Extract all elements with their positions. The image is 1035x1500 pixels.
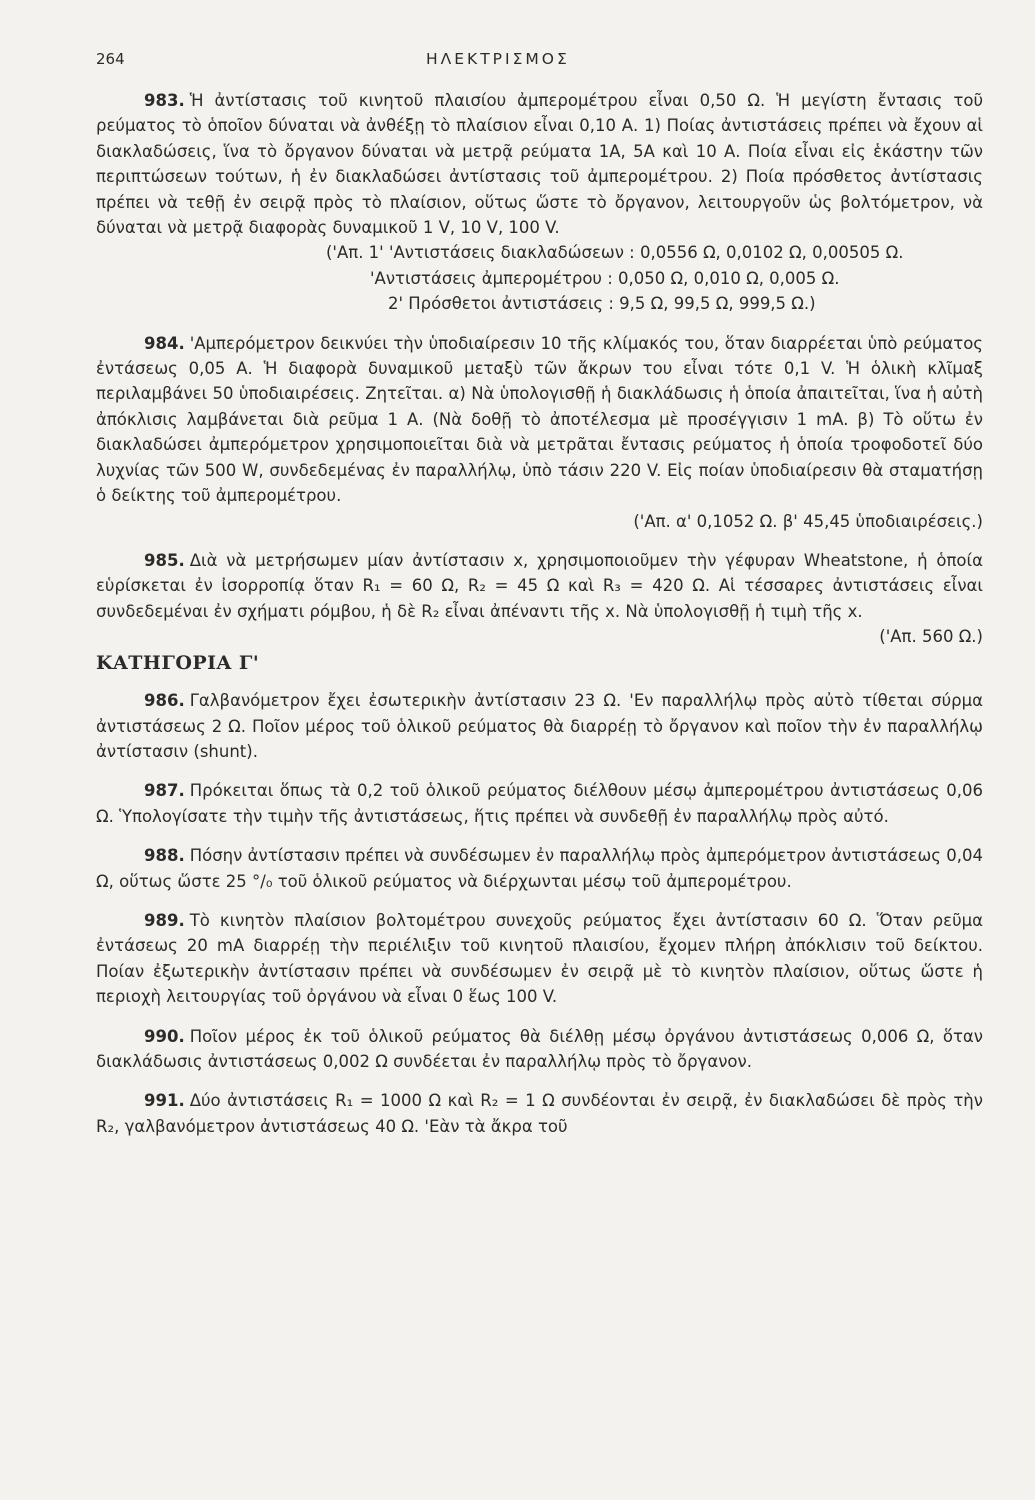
page-content — [96, 88, 983, 1139]
problem-number: 985. — [144, 550, 185, 570]
answer-line: ('Απ. 1' 'Αντιστάσεις διακλαδώσεων : 0,0556 Ω, 0,0102 Ω, 0,00505 Ω. — [326, 243, 904, 263]
problem-988 — [96, 843, 983, 894]
problem-985-answer: ('Απ. 560 Ω.) — [879, 627, 983, 647]
problem-991 — [96, 1088, 983, 1139]
problem-text: Πρόκειται ὅπως τὰ 0,2 τοῦ ὁλικοῦ ρεύματος διέλθουν μέσῳ ἀμπερομέτρου ἀντιστάσεως 0,06 Ω. Ὑπολογίσατε τὴν τιμὴν τῆς ἀντιστάσεως, ἥτις πρέπει νὰ συνδεθῇ ἐν παραλλήλῳ πρὸς αὐτό. — [96, 781, 983, 826]
answer-line: 'Αντιστάσεις ἀμπερομέτρου : 0,050 Ω, 0,010 Ω, 0,005 Ω. — [370, 268, 840, 288]
problem-number: 989. — [144, 910, 185, 930]
problem-984-answer: ('Απ. α' 0,1052 Ω. β' 45,45 ὑποδιαιρέσεις.) — [633, 511, 983, 531]
page-header — [96, 50, 975, 76]
problem-number: 987. — [144, 781, 185, 801]
problem-text: Δύο ἀντιστάσεις R₁ = 1000 Ω καὶ R₂ = 1 Ω συνδέονται ἐν σειρᾷ, ἐν διακλαδώσει δὲ πρὸς τὴν R₂, γαλβανόμετρον ἀντιστάσεως 40 Ω. 'Εὰν τὰ ἄκρα τοῦ — [96, 1091, 983, 1136]
problem-984 — [96, 331, 983, 509]
section-title: ΚΑΤΗΓΟΡΙΑ Γ' — [96, 652, 260, 675]
running-title: ΗΛΕΚΤΡΙΣΜΟΣ — [426, 50, 570, 68]
problem-number: 986. — [144, 691, 185, 711]
problem-983 — [96, 88, 983, 240]
problem-text: Ποῖον μέρος ἐκ τοῦ ὁλικοῦ ρεύματος θὰ διέλθῃ μέσῳ ὀργάνου ἀντιστάσεως 0,006 Ω, ὅταν διακλάδωσις ἀντιστάσεως 0,002 Ω συνδέεται ἐν παραλλήλῳ πρὸς τὸ ὄργανον. — [96, 1026, 983, 1071]
problem-number: 991. — [144, 1091, 185, 1111]
problem-983-answers — [96, 240, 983, 316]
problem-number: 984. — [144, 333, 185, 353]
problem-number: 990. — [144, 1026, 185, 1046]
problem-985 — [96, 548, 983, 647]
problem-number: 983. — [144, 91, 185, 110]
answer-line: 2' Πρόσθετοι ἀντιστάσεις : 9,5 Ω, 99,5 Ω, 999,5 Ω.) — [388, 294, 816, 314]
problem-text: 'Αμπερόμετρον δεικνύει τὴν ὑποδιαίρεσιν 10 τῆς κλίμακός του, ὅταν διαρρέεται ὑπὸ ρεύματος ἐντάσεως 0,05 Α. Ἡ διαφορὰ δυναμικοῦ μεταξὺ τῶν ἄκρων του εἶναι τότε 0,1 V. Ἡ ὁλικὴ κλῖμαξ περιλαμβάνει 50 ὑποδιαιρέσεις. Ζητεῖται. α) Νὰ ὑπολογισθῇ ἡ διακλάδωσις ἡ ὁποία ἀπαιτεῖται, ἵνα ἡ αὐτὴ ἀπόκλισις λαμβάνεται διὰ ρεῦμα 1 Α. (Νὰ δοθῇ τὸ ἀποτέλεσμα μὲ προσέγγισιν 1 mA. β) Τὸ οὕτω ἐν διακλαδώσει ἀμπερόμετρον χρησιμοποιεῖται διὰ νὰ μετρᾶται ἔντασις ρεύματος ἡ ὁποία τροφοδοτεῖ δύο λυχνίας τῶν 500 W, συνδεδεμένας ἐν παραλλήλῳ, ὑπὸ τάσιν 220 V. Εἰς ποίαν ὑποδιαίρεσιν θὰ σταματήσῃ ὁ δείκτης τοῦ ἀμπερομέτρου. — [96, 333, 983, 506]
page-number: 264 — [96, 50, 125, 68]
problem-text: Ἡ ἀντίστασις τοῦ κινητοῦ πλαισίου ἀμπερομέτρου εἶναι 0,50 Ω. Ἡ μεγίστη ἔντασις τοῦ ρεύματος τὸ ὁποῖον δύναται νὰ ἀνθέξῃ τὸ πλαίσιον εἶναι 0,10 Α. 1) Ποίας ἀντιστάσεις πρέπει νὰ ἔχουν αἱ διακλαδώσεις, ἵνα τὸ ὄργανον δύναται νὰ μετρᾷ ρεύματα 1Α, 5Α καὶ 10 Α. Ποία εἶναι εἰς ἑκάστην τῶν περιπτώσεων τούτων, ἡ ἐν διακλαδώσει ἀντίστασις τοῦ ἀμπερομέτρου. 2) Ποία πρόσθετος ἀντίστασις πρέπει νὰ τεθῇ ἐν σειρᾷ πρὸς τὸ πλαίσιον, οὕτως ὥστε τὸ ὄργανον, λειτουργοῦν ὡς βολτόμετρον, νὰ δύναται νὰ μετρᾷ διαφορὰς δυναμικοῦ 1 V, 10 V, 100 V. — [96, 91, 983, 238]
problem-text: Διὰ νὰ μετρήσωμεν μίαν ἀντίστασιν x, χρησιμοποιοῦμεν τὴν γέφυραν Wheatstone, ἡ ὁποία εὑρίσκεται ἐν ἰσορροπίᾳ ὅταν R₁ = 60 Ω, R₂ = 45 Ω καὶ R₃ = 420 Ω. Αἱ τέσσαρες ἀντιστάσεις εἶναι συνδεδεμέναι ἐν σχήματι ρόμβου, ἡ δὲ R₂ εἶναι ἀπέναντι τῆς x. Νὰ ὑπολογισθῇ ἡ τιμὴ τῆς x. — [96, 550, 983, 621]
problem-986 — [96, 688, 983, 764]
problem-number: 988. — [144, 846, 185, 866]
problem-989 — [96, 908, 983, 1010]
problem-text: Πόσην ἀντίστασιν πρέπει νὰ συνδέσωμεν ἐν παραλλήλῳ πρὸς ἀμπερόμετρον ἀντιστάσεως 0,04 Ω, οὕτως ὥστε 25 °/₀ τοῦ ὁλικοῦ ρεύματος νὰ διέρχωνται μέσῳ τοῦ ἀμπερομέτρου. — [96, 846, 983, 891]
problem-987 — [96, 778, 983, 829]
problem-text: Τὸ κινητὸν πλαίσιον βολτομέτρου συνεχοῦς ρεύματος ἔχει ἀντίστασιν 60 Ω. Ὅταν ρεῦμα ἐντάσεως 20 mA διαρρέῃ τὴν περιέλιξιν τοῦ κινητοῦ πλαισίου, ἔχομεν πλήρη ἀπόκλισιν τοῦ δείκτου. Ποίαν ἐξωτερικὴν ἀντίστασιν πρέπει νὰ συνδέσωμεν ἐν σειρᾷ μὲ τὸ κινητὸν πλαίσιον, οὕτως ὥστε ἡ περιοχὴ λειτουργίας τοῦ ὀργάνου νὰ εἶναι 0 ἕως 100 V. — [96, 910, 983, 1007]
problem-990 — [96, 1024, 983, 1075]
problem-text: Γαλβανόμετρον ἔχει ἐσωτερικὴν ἀντίστασιν 23 Ω. 'Εν παραλλήλῳ πρὸς αὐτὸ τίθεται σύρμα ἀντιστάσεως 2 Ω. Ποῖον μέρος τοῦ ὁλικοῦ ρεύματος θὰ διαρρέῃ τὸ ὄργανον καὶ ποῖον τὴν ἐν παραλλήλῳ ἀντίστασιν (shunt). — [96, 691, 983, 761]
